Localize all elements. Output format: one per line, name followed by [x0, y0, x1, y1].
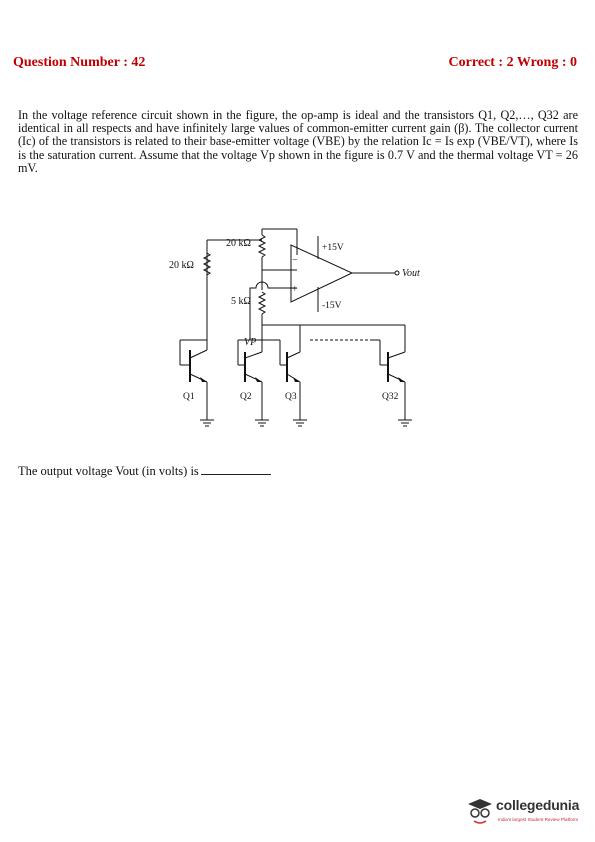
- graduate-icon: [466, 796, 494, 826]
- label-r-top: 20 kΩ: [226, 238, 251, 249]
- resistor-mid: [259, 292, 265, 314]
- collegedunia-logo: [466, 793, 590, 833]
- answer-text: The output voltage Vout (in volts) is: [18, 464, 199, 478]
- question-text: [18, 109, 578, 175]
- answer-blank[interactable]: [201, 464, 271, 475]
- label-q2: Q2: [240, 392, 252, 402]
- ground-q3: [293, 420, 307, 426]
- label-minus: −: [292, 255, 298, 266]
- label-plus: +: [292, 284, 298, 295]
- q2-arrow: [255, 377, 262, 382]
- correct-count: Correct : 2: [448, 55, 514, 70]
- out-terminal: [395, 271, 399, 275]
- resistor-left: [204, 253, 210, 275]
- q3-arrow: [293, 377, 300, 382]
- wire-plus-in: [250, 282, 297, 340]
- answer-prompt: [18, 464, 271, 479]
- logo-wordmark: collegedunia: [496, 797, 580, 813]
- wrong-count: Wrong : 0: [516, 55, 577, 70]
- ground-q2: [255, 420, 269, 426]
- op-amp: [291, 245, 352, 302]
- score-summary: [449, 55, 577, 71]
- label-q32: Q32: [382, 392, 399, 402]
- question-number: Question Number : 42: [13, 55, 146, 70]
- question-header: [13, 55, 577, 75]
- resistor-top: [259, 235, 265, 257]
- label-r-mid: 5 kΩ: [231, 296, 251, 307]
- question-body: In the voltage reference circuit shown in the figure, the op-amp is ideal and the transistors Q1, Q2,…, Q32 are identical in all respects and have infinitely large values of common-emitter current gain (β). The collector current (Ic) of the transistors is related to their base-emitter voltage (VBE) by the relation Ic = Is exp (VBE/VT), where Is is the saturation current. Assume that the voltage Vp shown in the figure is 0.7 V and the thermal voltage VT = 26 mV.: [18, 108, 578, 175]
- q1-arrow: [200, 377, 207, 382]
- label-supply-pos: +15V: [322, 243, 344, 253]
- ground-q1: [200, 420, 214, 426]
- label-supply-neg: -15V: [322, 301, 342, 311]
- ground-q32: [398, 420, 412, 426]
- label-q3: Q3: [285, 392, 297, 402]
- label-vout: Vout: [402, 268, 420, 279]
- logo-tagline: India's largest Student Review Platform: [498, 817, 579, 822]
- label-q1: Q1: [183, 392, 195, 402]
- label-vp: VP: [244, 337, 257, 348]
- label-r-left: 20 kΩ: [169, 260, 194, 271]
- q32-arrow: [398, 377, 405, 382]
